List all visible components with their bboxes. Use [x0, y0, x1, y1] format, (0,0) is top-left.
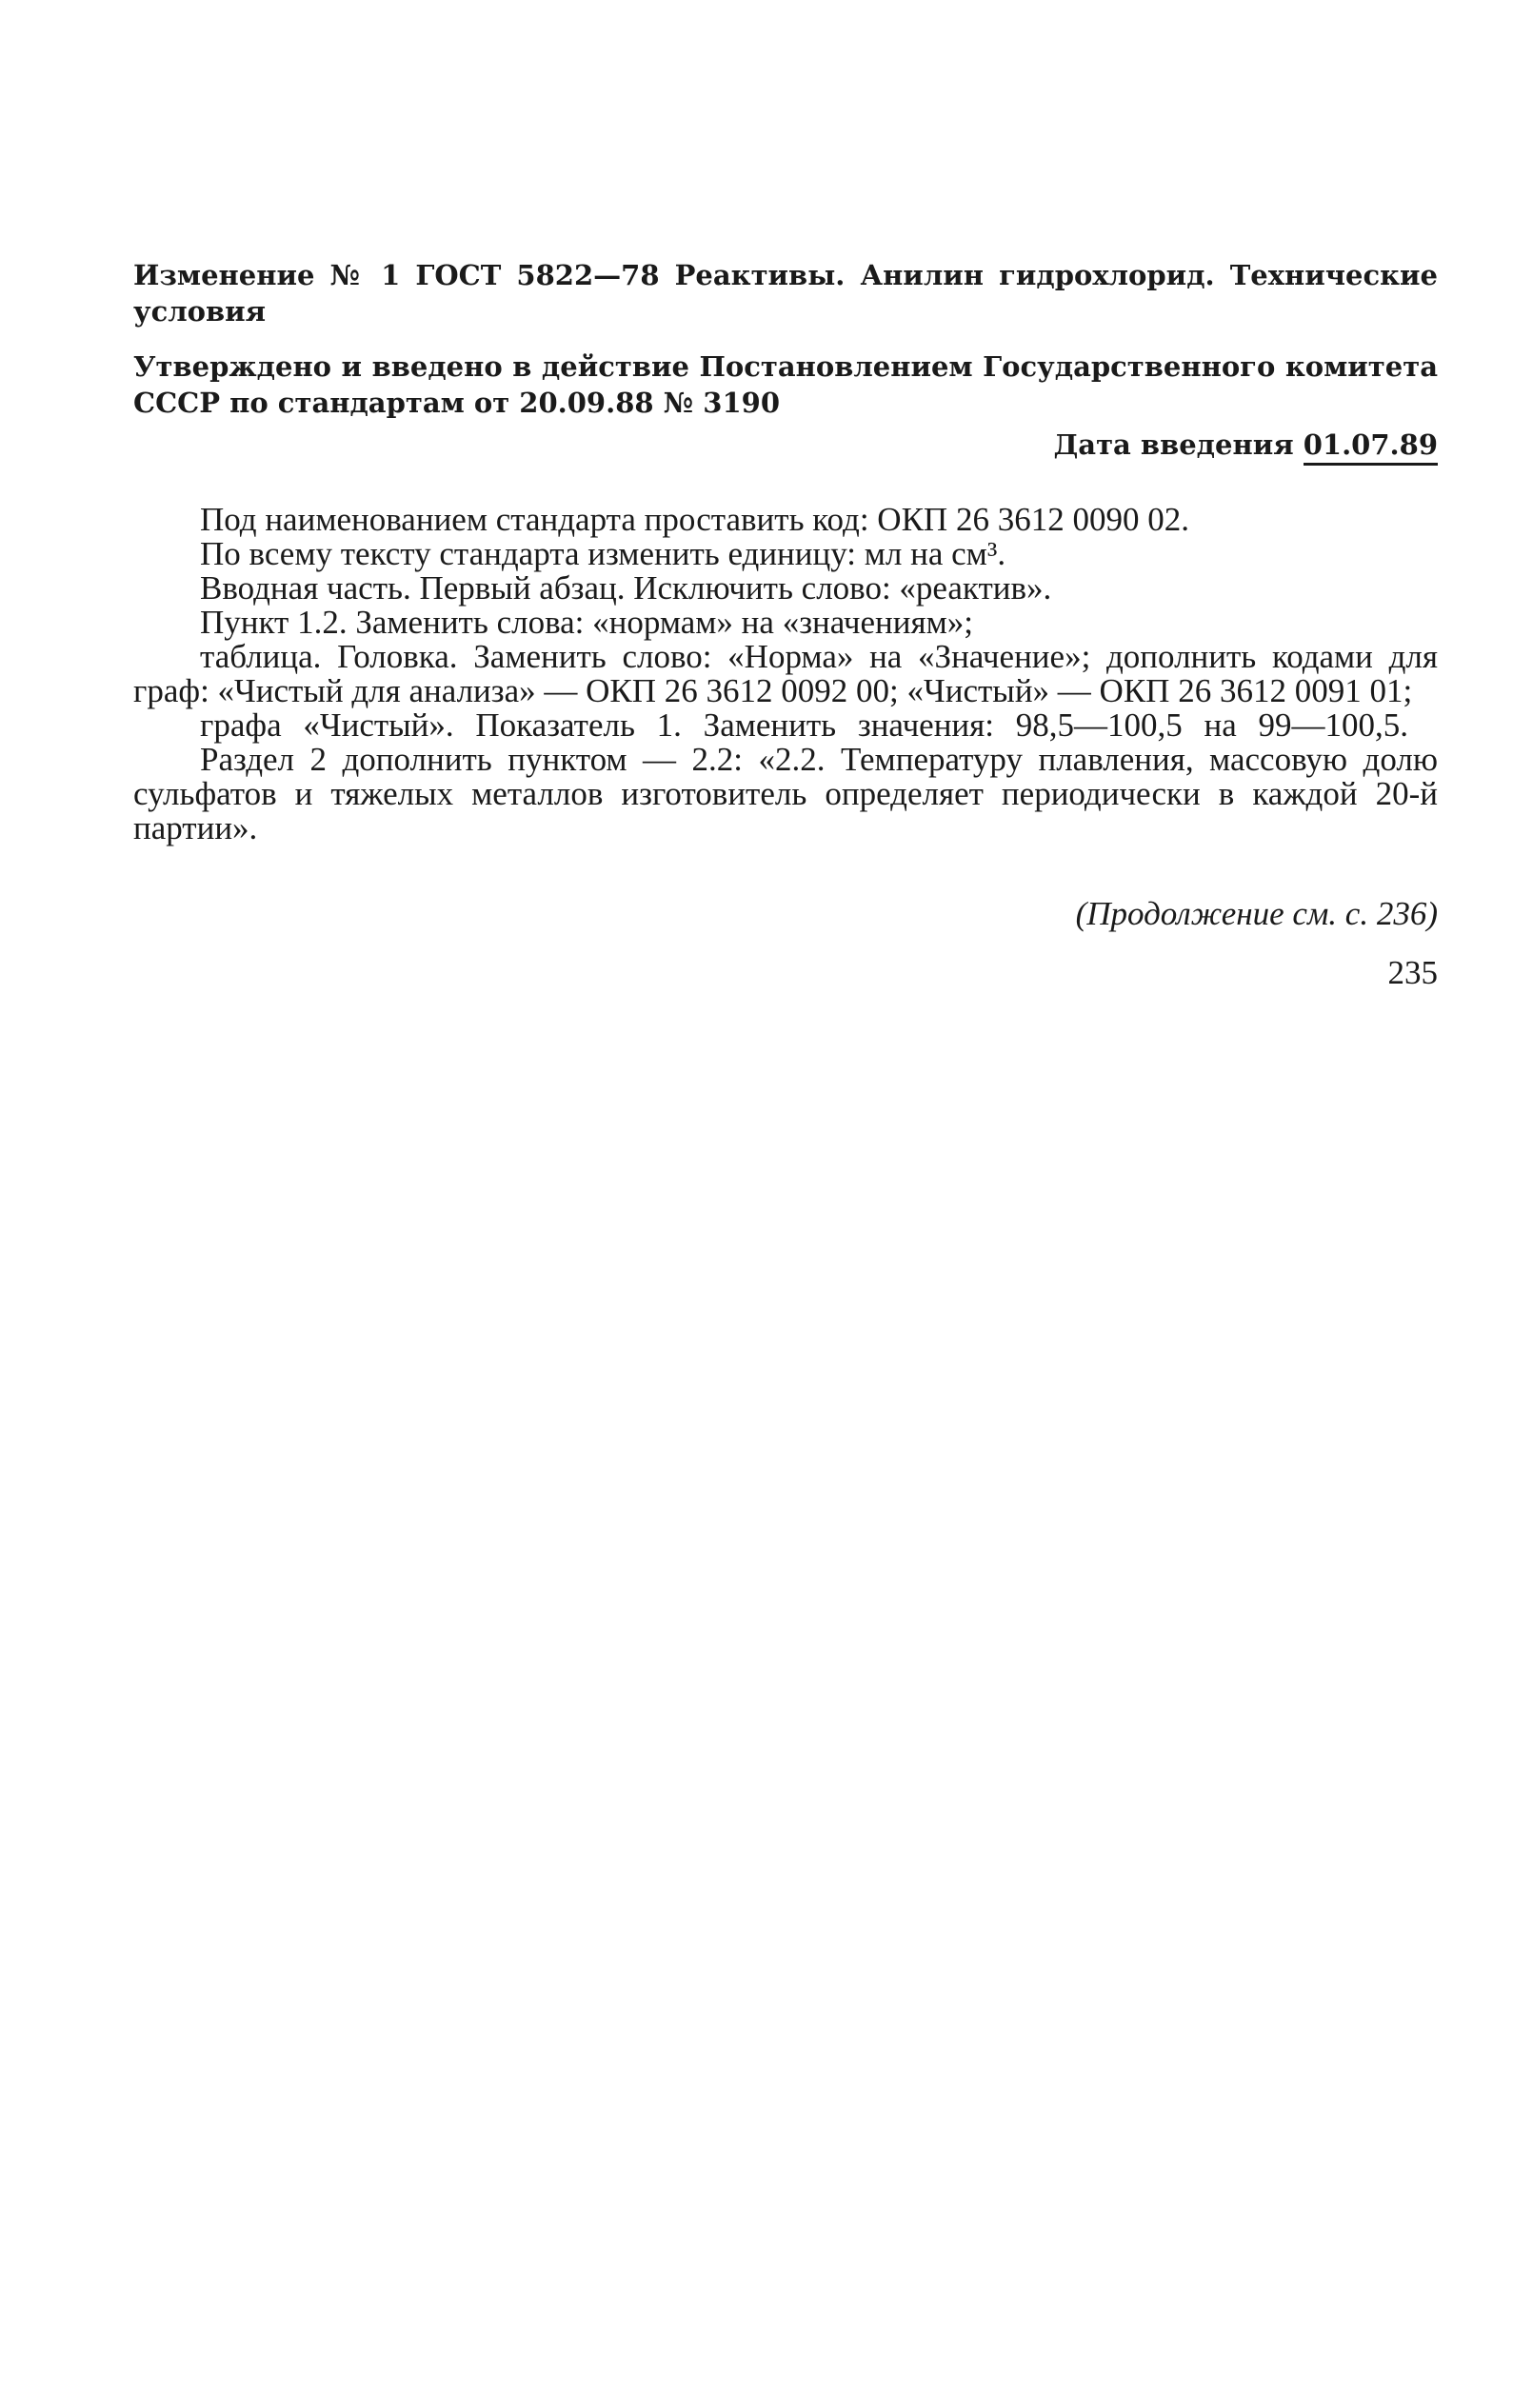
- document-page: [133, 257, 1438, 992]
- paragraph-section-2: Раздел 2 дополнить пунктом — 2.2: «2.2. Температуру плавления, массовую долю сульфатов и тяжелых металлов изготовитель определяет периодически в каждой 20-й партии».: [133, 741, 1438, 846]
- paragraph-table-header: таблица. Головка. Заменить слово: «Норма» на «Значение»; дополнить кодами для граф: «Чистый для анализа» — ОКП 26 3612 0092 00; «Чистый» — ОКП 26 3612 0091 01;: [133, 638, 1438, 709]
- page-number: 235: [1387, 954, 1438, 991]
- effective-date-value: 01.07.89: [1304, 428, 1438, 466]
- amendment-body: [133, 503, 1438, 846]
- continuation-note: (Продолжение см. с. 236): [1075, 895, 1438, 932]
- amendment-title: Изменение № 1 ГОСТ 5822—78 Реактивы. Анилин гидрохлорид. Технические условия: [133, 259, 1438, 328]
- effective-date-line: [133, 427, 1438, 463]
- paragraph-introduction: Вводная часть. Первый абзац. Исключить слово: «реактив».: [200, 569, 1052, 607]
- paragraph-unit-change: По всему тексту стандарта изменить единицу: мл на см³.: [200, 535, 1006, 572]
- paragraph-okp-code: Под наименованием стандарта проставить код: ОКП 26 3612 0090 02.: [200, 501, 1189, 538]
- effective-date-label: Дата введения: [1053, 428, 1294, 461]
- approval-statement: Утверждено и введено в действие Постановлением Государственного комитета СССР по стандартам от 20.09.88 № 3190: [133, 350, 1438, 419]
- paragraph-item-1-2: Пункт 1.2. Заменить слова: «нормам» на «значениям»;: [200, 604, 973, 641]
- paragraph-pure-column: графа «Чистый». Показатель 1. Заменить значения: 98,5—100,5 на 99—100,5.: [200, 706, 1408, 744]
